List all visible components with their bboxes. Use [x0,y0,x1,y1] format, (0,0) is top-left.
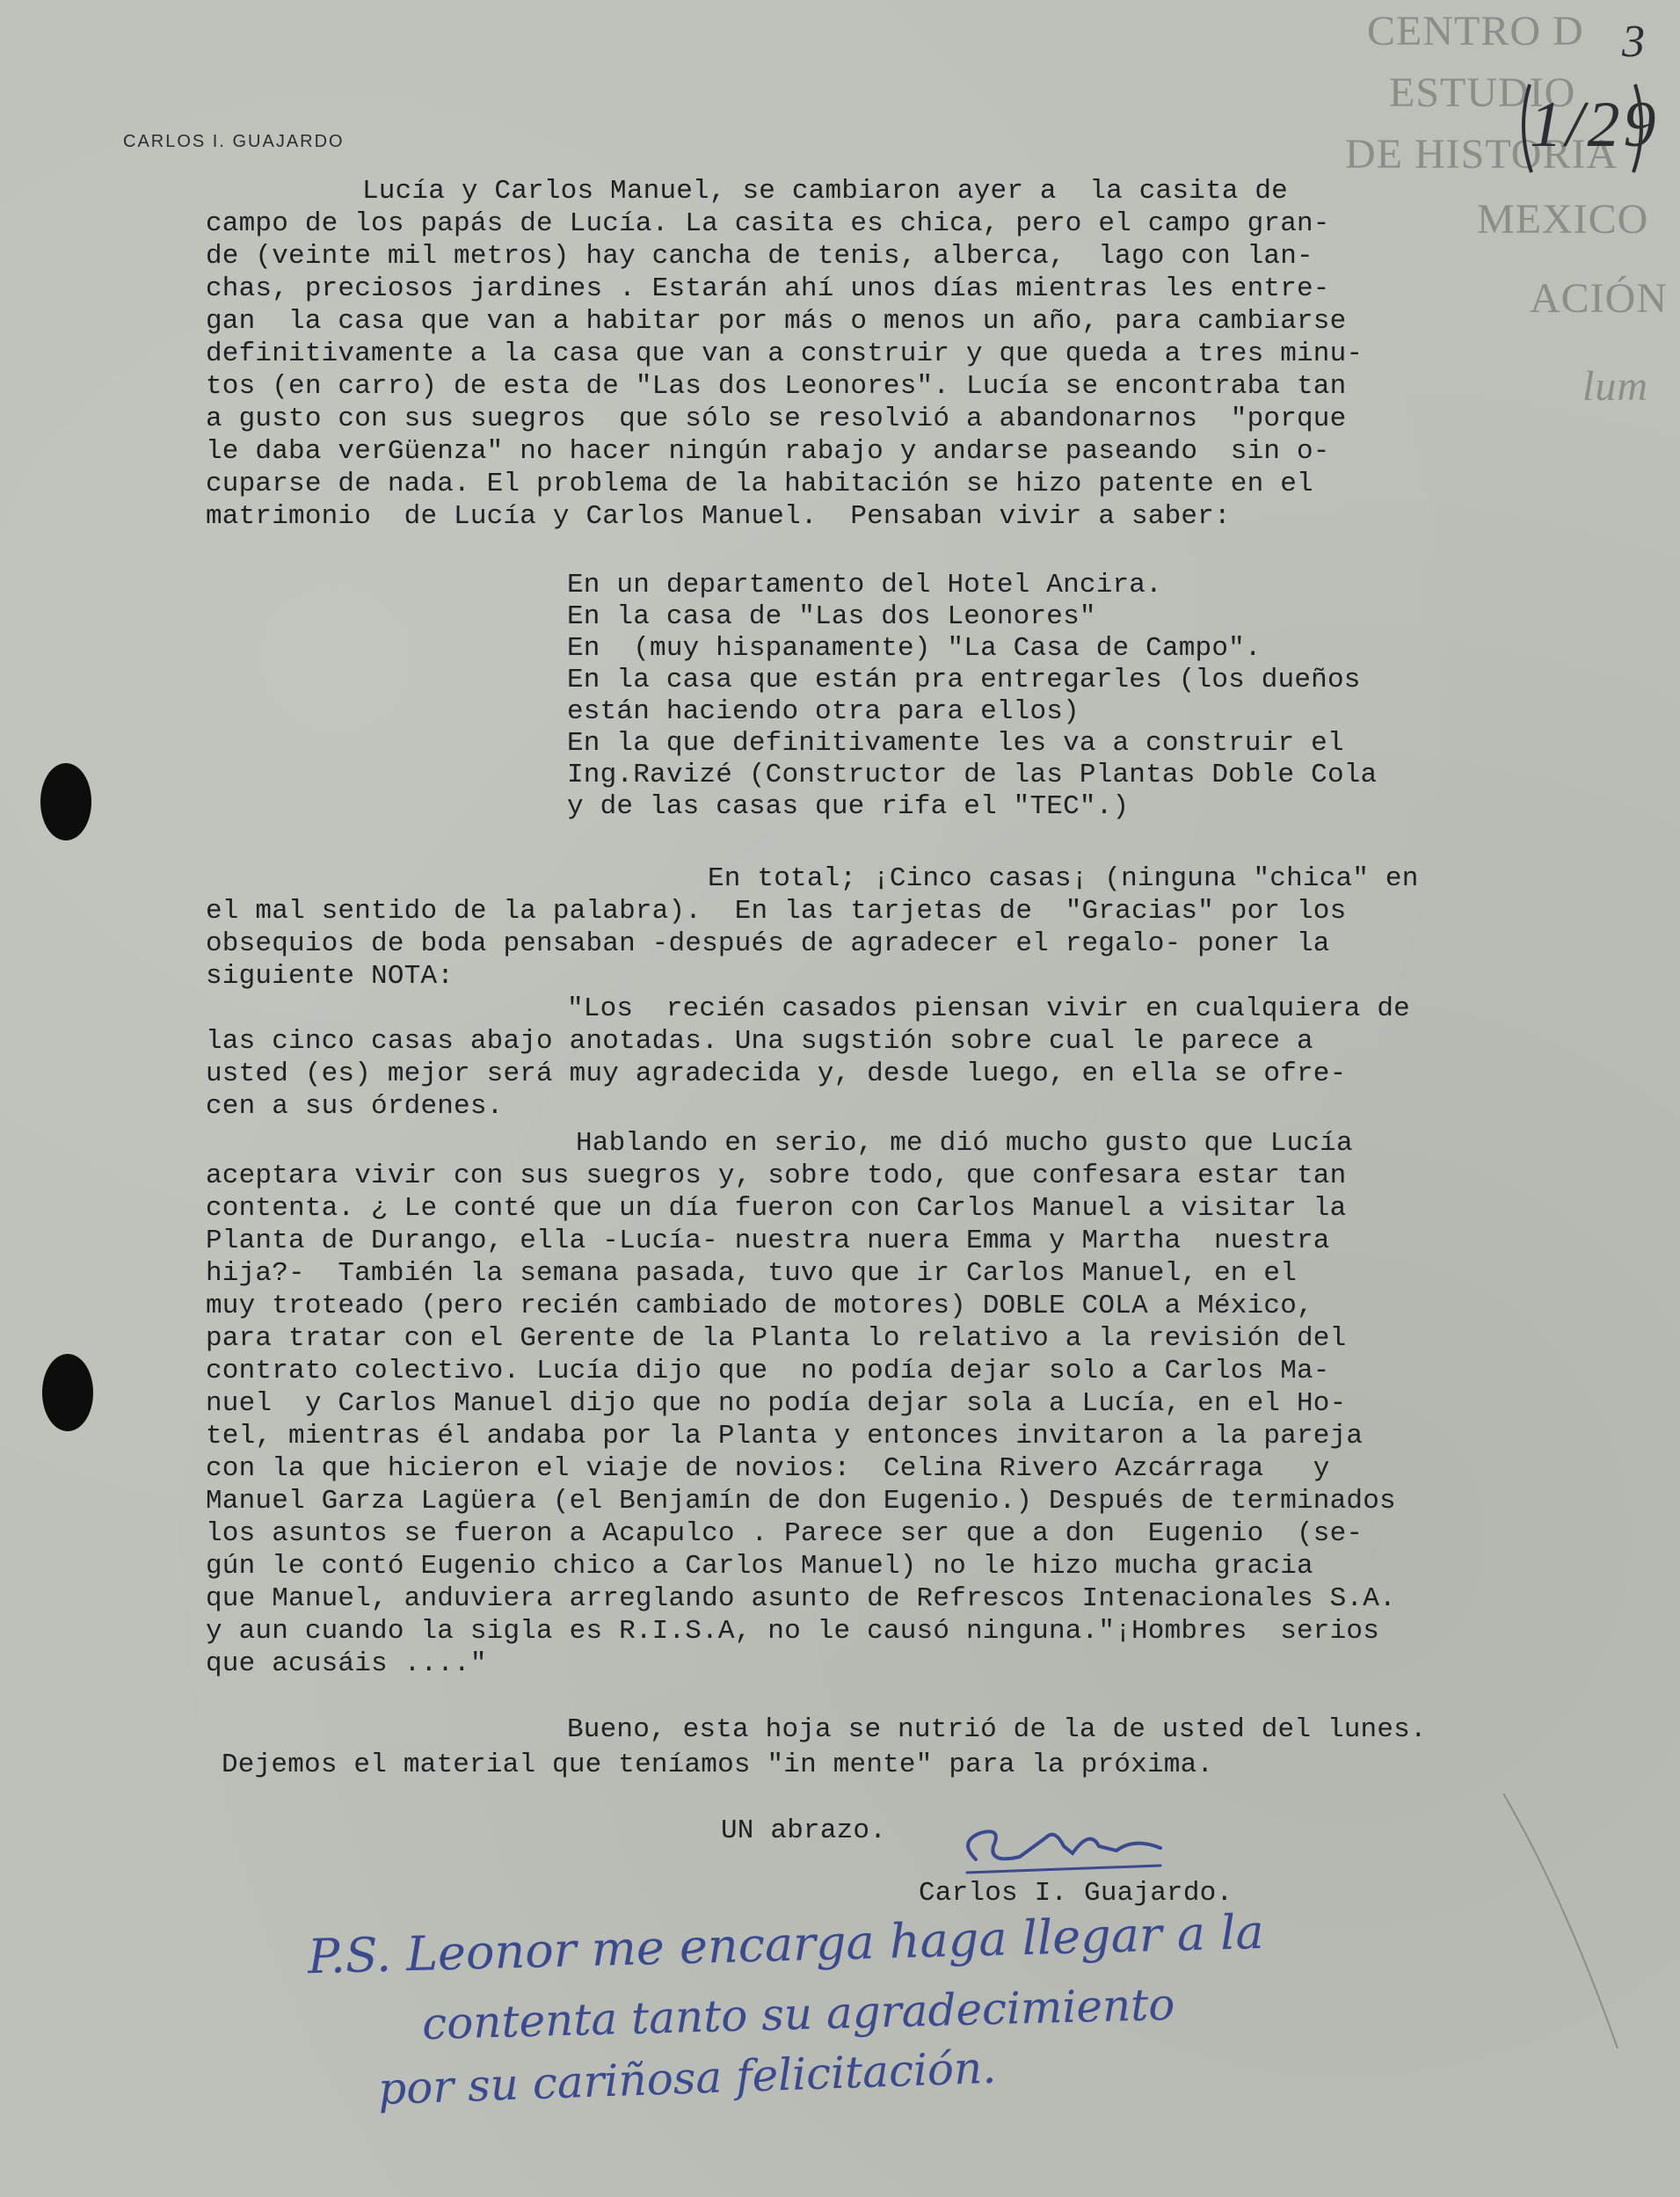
punch-hole-bottom [42,1354,93,1431]
text-line: los asuntos se fueron a Acapulco . Parece ser que a don Eugenio (se- [206,1518,1364,1549]
text-line: Planta de Durango, ella -Lucía- nuestra nuera Emma y Martha nuestra [206,1226,1330,1256]
text-line: las cinco casas abajo anotadas. Una sugstión sobre cual le parece a [206,1026,1313,1057]
text-line: cuparse de nada. El problema de la habitación se hizo patente en el [206,469,1313,499]
text-line: para tratar con el Gerente de la Planta lo relativo a la revisión del [206,1323,1347,1354]
text-line: hija?- También la semana pasada, tuvo que ir Carlos Manuel, en el [206,1258,1297,1289]
text-line: a gusto con sus suegros que sólo se resolvió a abandonarnos "porque [206,404,1347,434]
text-line: tel, mientras él andaba por la Planta y entonces invitaron a la pareja [206,1421,1364,1451]
letterhead: CARLOS I. GUAJARDO [123,132,345,151]
stamp-line: CENTRO D [1367,8,1584,55]
punch-hole-top [40,763,91,840]
postscript-line: por su cariñosa felicitación. [377,2041,998,2115]
text-line: Manuel Garza Lagüera (el Benjamín de don Eugenio.) Después de terminados [206,1486,1396,1517]
page-number-circle [1512,76,1653,181]
signature-name: Carlos I. Guajardo. [919,1878,1233,1909]
list-item: En (muy hispanamente) "La Casa de Campo". [567,633,1262,664]
stamp-line: MEXICO [1477,196,1649,243]
list-item: están haciendo otra para ellos) [567,696,1080,727]
text-line: campo de los papás de Lucía. La casita es chica, pero el campo gran- [206,208,1330,239]
text-line: que acusáis ...." [206,1648,487,1679]
text-line: Hablando en serio, me dió mucho gusto que Lucía [576,1128,1353,1159]
text-line: definitivamente a la casa que van a construir y que queda a tres minu- [206,338,1364,369]
text-line: En total; ¡Cinco casas¡ (ninguna "chica" en [708,863,1419,894]
stamp-line: DE HISTORIA [1345,131,1618,178]
text-line: gan la casa que van a habitar por más o menos un año, para cambiarse [206,306,1347,337]
text-line: el mal sentido de la palabra). En las tarjetas de "Gracias" por los [206,896,1347,927]
text-line: siguiente NOTA: [206,961,455,992]
text-line: usted (es) mejor será muy agradecida y, desde luego, en ella se ofre- [206,1058,1347,1089]
text-line: nuel y Carlos Manuel dijo que no podía dejar sola a Lucía, en el Ho- [206,1388,1347,1419]
text-line: contenta. ¿ Le conté que un día fueron con Carlos Manuel a visitar la [206,1193,1347,1224]
text-line: obsequios de boda pensaban -después de agradecer el regalo- poner la [206,928,1330,959]
postscript-line: P.S. Leonor me encarga haga llegar a la [307,1903,1265,1985]
text-line: de (veinte mil metros) hay cancha de tenis, alberca, lago con lan- [206,241,1313,272]
stamp-line: lum [1582,363,1648,410]
page-number-fraction: 1/29 [1530,89,1660,161]
text-line: que Manuel, anduviera arreglando asunto de Refrescos Intenacionales S.A. [206,1583,1396,1614]
text-line: Bueno, esta hoja se nutrió de la de usted del lunes. [567,1714,1427,1745]
text-line: Dejemos el material que teníamos "in mente" para la próxima. [222,1750,1214,1780]
text-line: con la que hicieron el viaje de novios: Celina Rivero Azcárraga y [206,1453,1330,1484]
text-line: y aun cuando la sigla es R.I.S.A, no le causó ninguna."¡Hombres serios [206,1616,1380,1647]
stamp-line: ACIÓN [1530,275,1668,322]
stamp-line: ESTUDIO [1389,69,1576,116]
text-line: cen a sus órdenes. [206,1091,504,1122]
text-line: Lucía y Carlos Manuel, se cambiaron ayer a la casita de [362,176,1288,207]
text-line: tos (en carro) de esta de "Las dos Leonores". Lucía se encontraba tan [206,371,1347,402]
text-line: muy troteado (pero recién cambiado de motores) DOBLE COLA a México, [206,1291,1313,1321]
list-item: En un departamento del Hotel Ancira. [567,570,1162,600]
text-line: contrato colectivo. Lucía dijo que no podía dejar solo a Carlos Ma- [206,1356,1330,1386]
text-line: "Los recién casados piensan vivir en cualquiera de [567,993,1410,1024]
list-item: y de las casas que rifa el "TEC".) [567,791,1130,822]
list-item: En la que definitivamente les va a construir el [567,728,1344,759]
postscript-line: contenta tanto su agradecimiento [421,1978,1176,2050]
list-item: En la casa que están pra entregarles (los dueños [567,665,1361,695]
text-line: aceptara vivir con sus suegros y, sobre todo, que confesara estar tan [206,1160,1347,1191]
page-number-top: 3 [1622,17,1645,67]
text-line: le daba verGüenza" no hacer ningún rabajo y andarse paseando sin o- [206,436,1330,467]
text-line: gún le contó Eugenio chico a Carlos Manuel) no le hizo mucha gracia [206,1551,1313,1582]
text-line: matrimonio de Lucía y Carlos Manuel. Pensaban vivir a saber: [206,501,1231,532]
list-item: En la casa de "Las dos Leonores" [567,601,1096,632]
text-line: chas, preciosos jardines . Estarán ahí unos días mientras les entre- [206,273,1330,304]
salutation: UN abrazo. [721,1815,887,1846]
fold-line [1495,1793,1626,2057]
list-item: Ing.Ravizé (Constructor de las Plantas Doble Cola [567,760,1378,790]
